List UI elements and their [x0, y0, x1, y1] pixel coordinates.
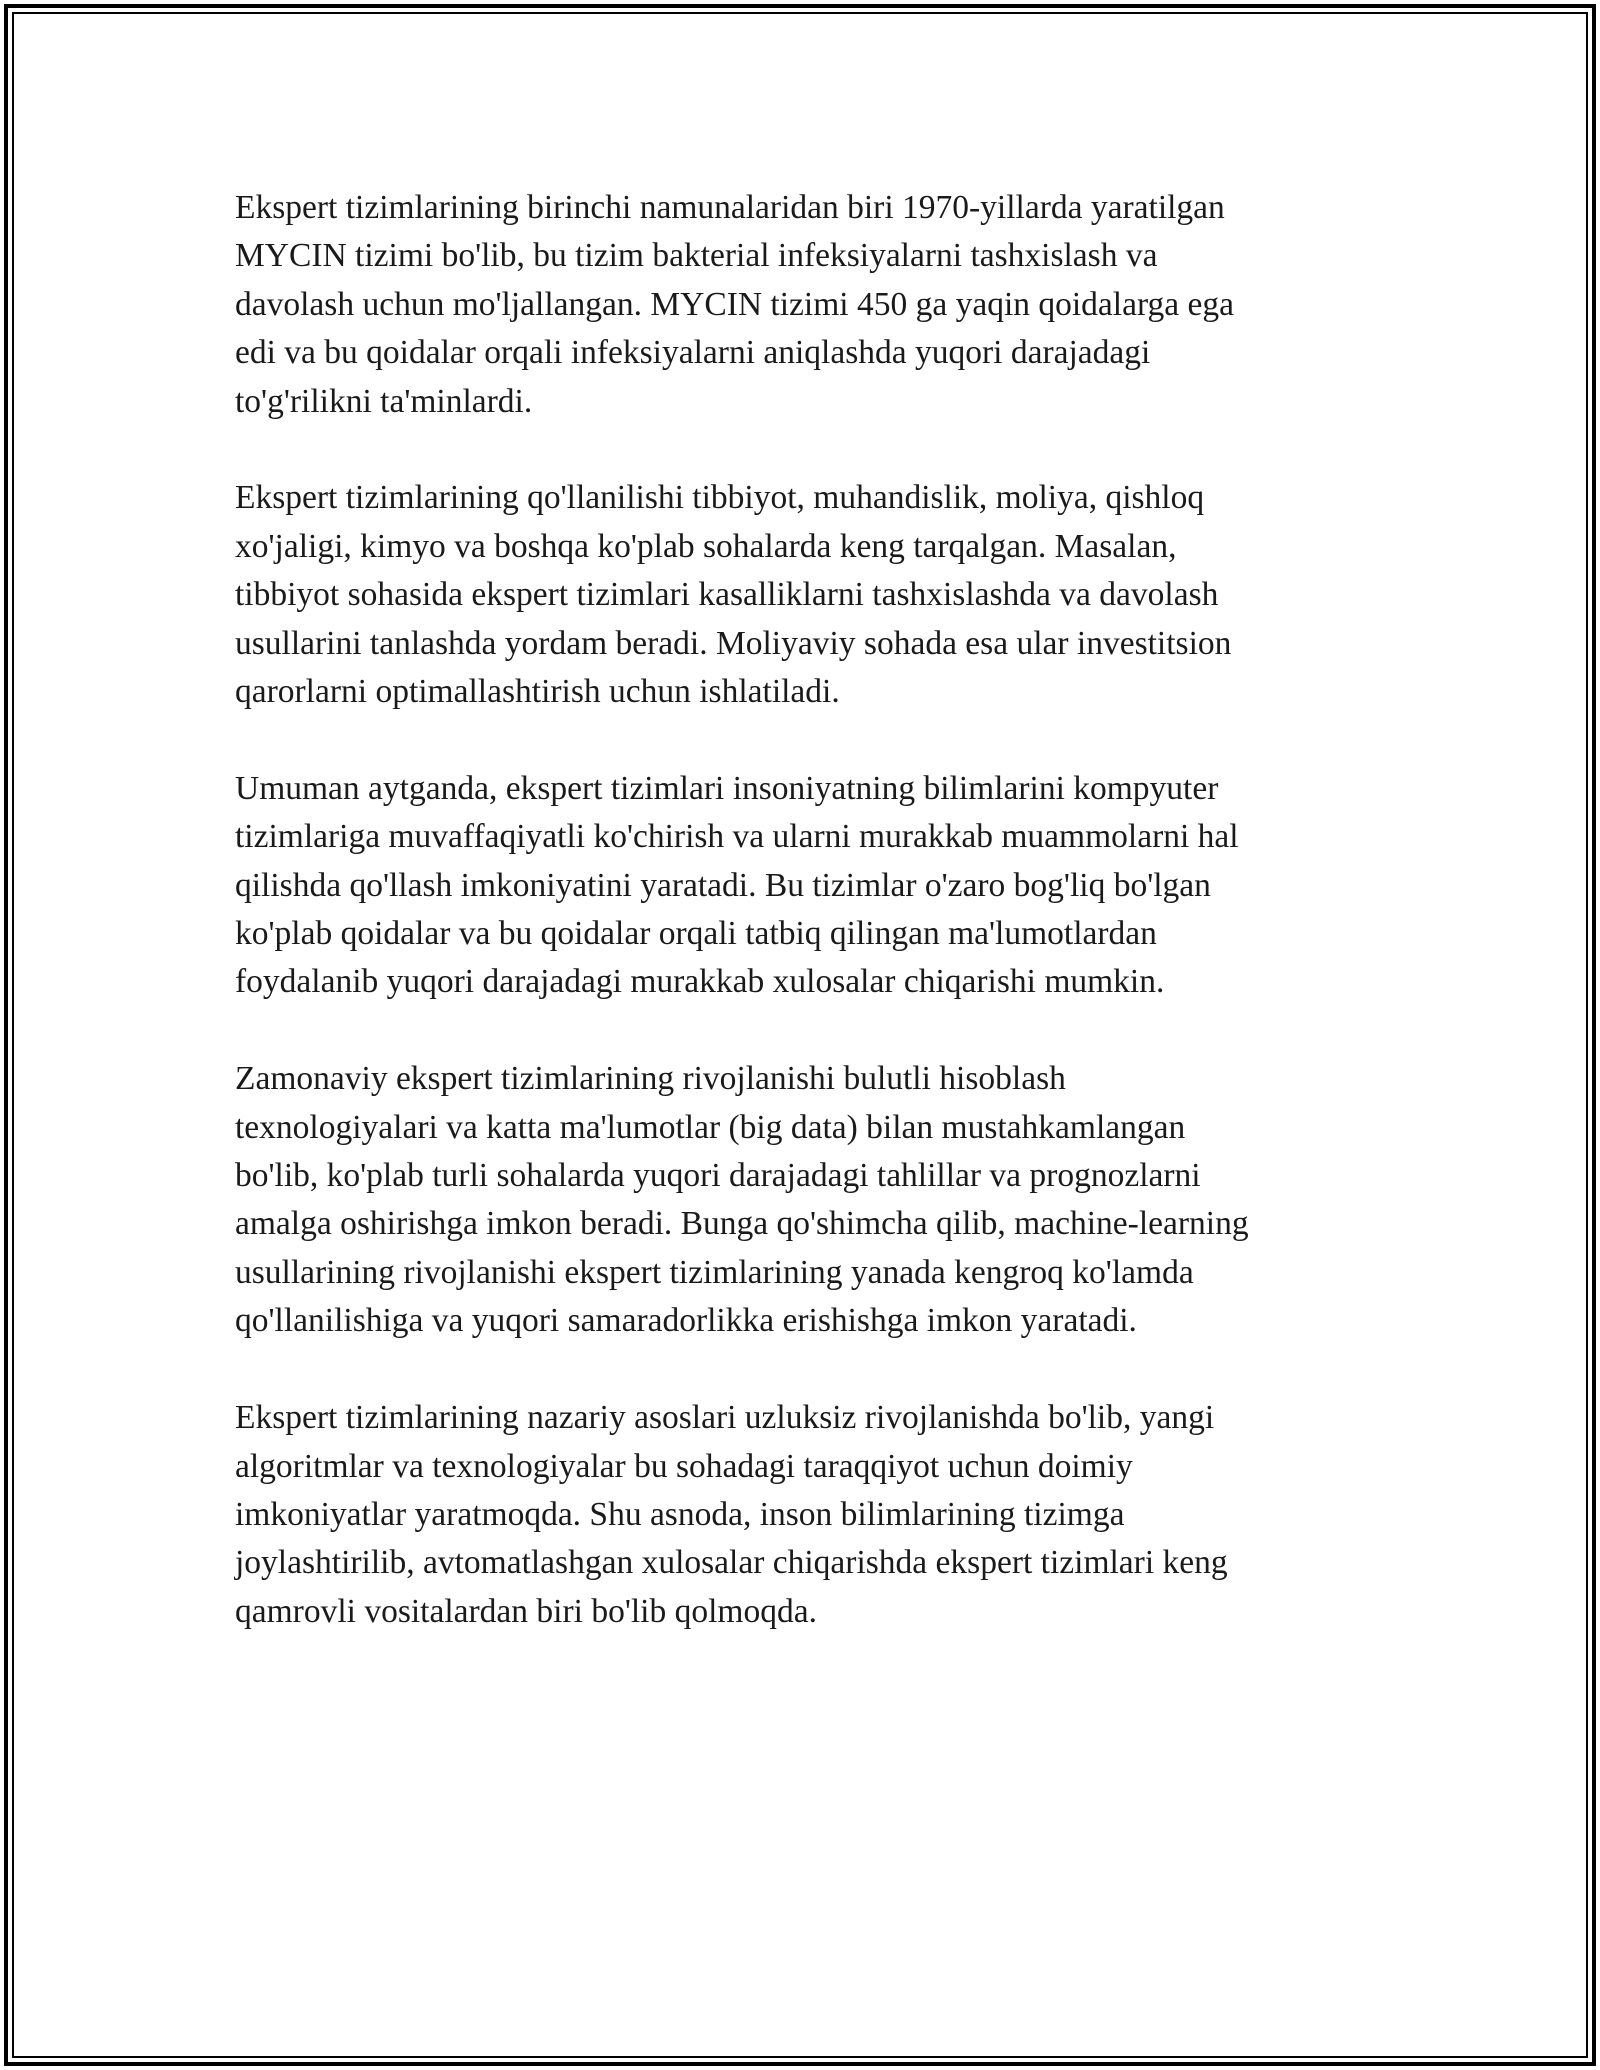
text-line: tizimlariga muvaffaqiyatli ko'chirish va ularni murakkab muammolarni hal	[235, 818, 1239, 856]
text-line: Zamonaviy ekspert tizimlarining rivojlanishi bulutli hisoblash	[235, 1060, 1066, 1098]
text-line: Ekspert tizimlarining qo'llanilishi tibbiyot, muhandislik, moliya, qishloq	[235, 479, 1205, 517]
text-line: edi va bu qoidalar orqali infeksiyalarni aniqlashda yuqori darajadagi	[235, 334, 1151, 372]
text-line: MYCIN tizimi bo'lib, bu tizim bakterial infeksiyalarni tashxislash va	[235, 237, 1158, 275]
text-line: to'g'rilikni ta'minlardi.	[235, 382, 533, 420]
text-line: texnologiyalari va katta ma'lumotlar (big data) bilan mustahkamlangan	[235, 1108, 1186, 1146]
paragraph-summary	[235, 765, 1360, 1007]
text-line: usullarini tanlashda yordam beradi. Moliyaviy sohada esa ular investitsion	[235, 624, 1232, 662]
text-line: imkoniyatlar yaratmoqda. Shu asnoda, inson bilimlarining tizimga	[235, 1495, 1125, 1533]
text-line: tibbiyot sohasida ekspert tizimlari kasalliklarni tashxislashda va davolash	[235, 576, 1219, 614]
text-line: ko'plab qoidalar va bu qoidalar orqali tatbiq qilingan ma'lumotlardan	[235, 915, 1157, 953]
paragraph-applications	[235, 474, 1360, 716]
text-line: qamrovli vositalardan biri bo'lib qolmoqda.	[235, 1592, 817, 1630]
text-line: algoritmlar va texnologiyalar bu sohadagi taraqqiyot uchun doimiy	[235, 1447, 1133, 1485]
text-line: qo'llanilishiga va yuqori samaradorlikka erishishga imkon yaratadi.	[235, 1302, 1137, 1340]
text-line: Ekspert tizimlarining birinchi namunalaridan biri 1970-yillarda yaratilgan	[235, 189, 1225, 226]
paragraph-mycin	[235, 184, 1360, 426]
text-line: davolash uchun mo'ljallangan. MYCIN tizimi 450 ga yaqin qoidalarga ega	[235, 285, 1235, 323]
text-line: usullarining rivojlanishi ekspert tizimlarining yanada kengroq ko'lamda	[235, 1253, 1194, 1291]
text-line: xo'jaligi, kimyo va boshqa ko'plab sohalarda keng tarqalgan. Masalan,	[235, 527, 1177, 565]
text-line: foydalanib yuqori darajadagi murakkab xulosalar chiqarishi mumkin.	[235, 963, 1165, 1001]
text-line: joylashtirilib, avtomatlashgan xulosalar chiqarishda ekspert tizimlari keng	[235, 1544, 1228, 1582]
paragraph-theory	[235, 1394, 1360, 1636]
text-line: Ekspert tizimlarining nazariy asoslari uzluksiz rivojlanishda bo'lib, yangi	[235, 1399, 1215, 1437]
text-line: qilishda qo'llash imkoniyatini yaratadi. Bu tizimlar o'zaro bog'liq bo'lgan	[235, 866, 1211, 904]
paragraph-modern-systems	[235, 1055, 1360, 1345]
document-body	[235, 184, 1360, 1685]
text-line: amalga oshirishga imkon beradi. Bunga qo'shimcha qilib, machine-learning	[235, 1205, 1249, 1243]
text-line: qarorlarni optimallashtirish uchun ishlatiladi.	[235, 673, 840, 711]
text-line: bo'lib, ko'plab turli sohalarda yuqori darajadagi tahlillar va prognozlarni	[235, 1157, 1201, 1195]
text-line: Umuman aytganda, ekspert tizimlari insoniyatning bilimlarini kompyuter	[235, 769, 1219, 807]
